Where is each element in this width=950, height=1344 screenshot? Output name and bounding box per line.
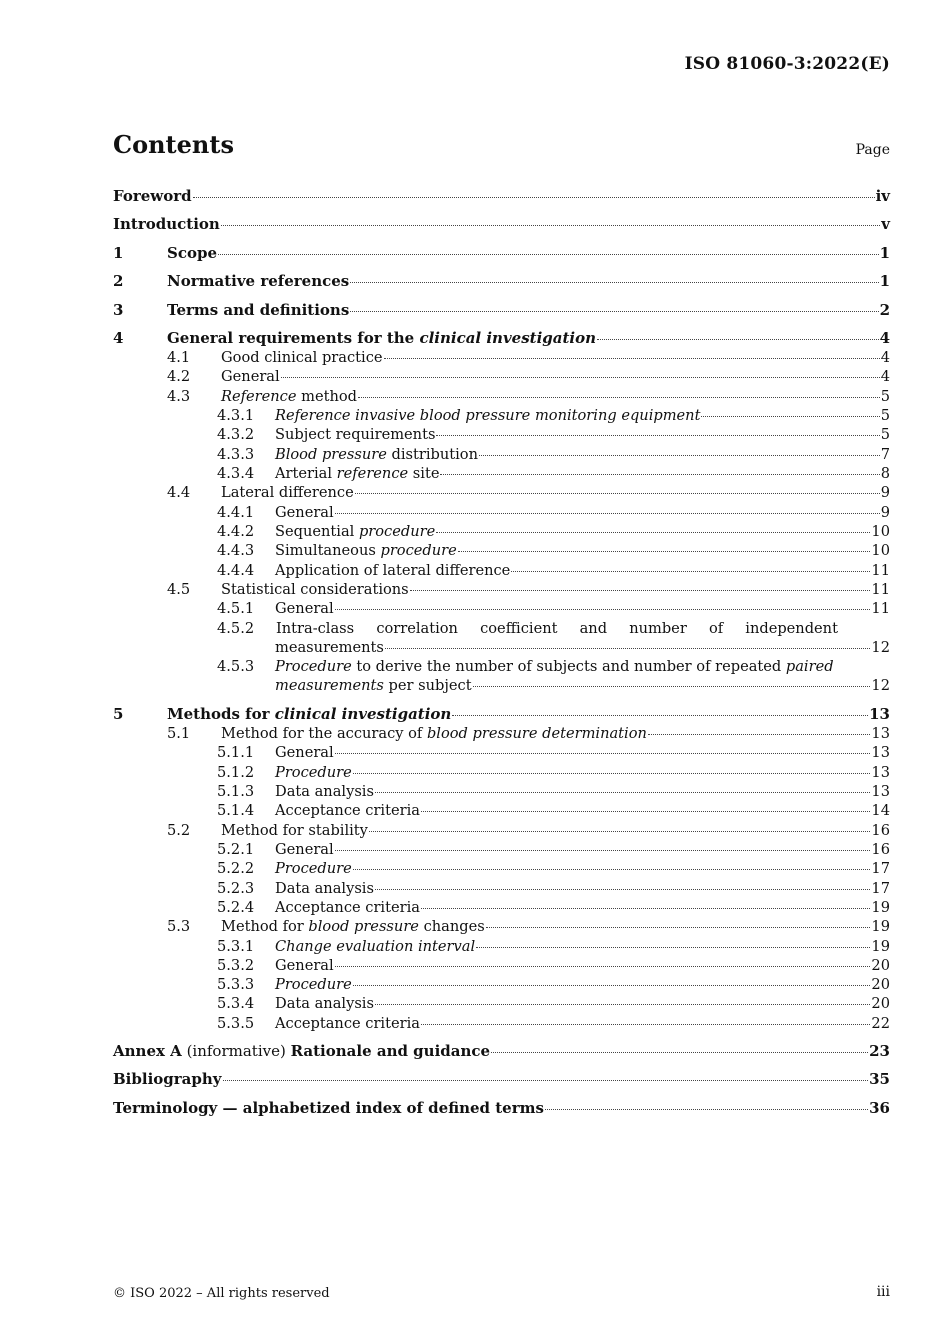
toc-entry-5-3-1[interactable]: 5.3.1 Change evaluation interval 19: [217, 938, 890, 955]
dot-leader: [223, 1080, 869, 1081]
toc-entry-4[interactable]: 4 General requirements for the clinical investigation 4: [113, 329, 890, 347]
toc-entry-5-3-3[interactable]: 5.3.3 Procedure 20: [217, 976, 890, 993]
toc-entry-4-5-3-continued[interactable]: measurements per subject 12: [275, 677, 890, 694]
dot-leader: [353, 985, 871, 986]
toc-entry-5-2-1[interactable]: 5.2.1 General 16: [217, 841, 890, 858]
dot-leader: [281, 377, 880, 378]
toc-entry-4-4-2[interactable]: 4.4.2 Sequential procedure 10: [217, 523, 890, 540]
toc-entry-5-2-4[interactable]: 5.2.4 Acceptance criteria 19: [217, 899, 890, 916]
dot-leader: [353, 773, 871, 774]
toc-entry-4-4[interactable]: 4.4 Lateral difference 9: [167, 484, 890, 501]
toc-entry-4-5[interactable]: 4.5 Statistical considerations 11: [167, 581, 890, 598]
dot-leader: [458, 551, 871, 552]
toc-entry-4-3-1[interactable]: 4.3.1 Reference invasive blood pressure monitoring equipment 5: [217, 407, 890, 424]
toc-entry-4-3-3[interactable]: 4.3.3 Blood pressure distribution 7: [217, 446, 890, 463]
dot-leader: [421, 908, 870, 909]
dot-leader: [375, 792, 870, 793]
toc-entry-4-5-2-continued[interactable]: measurements 12: [275, 639, 890, 656]
toc-entry-4-2[interactable]: 4.2 General 4: [167, 368, 890, 385]
toc-entry-2[interactable]: 2 Normative references 1: [113, 272, 890, 290]
dot-leader: [648, 734, 871, 735]
toc-entry-annex-a[interactable]: Annex A (informative) Rationale and guidance 23: [113, 1042, 890, 1060]
toc-entry-5-3-4[interactable]: 5.3.4 Data analysis 20: [217, 995, 890, 1012]
dot-leader: [452, 715, 868, 716]
dot-leader: [421, 811, 870, 812]
toc-entry-4-5-2[interactable]: 4.5.2: [217, 620, 255, 637]
dot-leader: [479, 455, 880, 456]
page-title: Contents: [113, 130, 234, 159]
dot-leader: [369, 831, 871, 832]
dot-leader: [335, 609, 871, 610]
toc-entry-5-1-1[interactable]: 5.1.1 General 13: [217, 744, 890, 761]
toc-entry-foreword[interactable]: Foreword iv: [113, 187, 890, 205]
toc-entry-bibliography[interactable]: Bibliography 35: [113, 1070, 890, 1088]
dot-leader: [545, 1109, 868, 1110]
dot-leader: [221, 225, 880, 226]
dot-leader: [384, 358, 880, 359]
toc-entry-terminology[interactable]: Terminology — alphabetized index of defined terms 36: [113, 1099, 890, 1117]
dot-leader: [358, 397, 880, 398]
toc-entry-4-1[interactable]: 4.1 Good clinical practice 4: [167, 349, 890, 366]
dot-leader: [335, 513, 880, 514]
dot-leader: [491, 1052, 868, 1053]
toc-entry-4-3-4[interactable]: 4.3.4 Arterial reference site 8: [217, 465, 890, 482]
document-standard-id: ISO 81060-3:2022(E): [684, 54, 890, 74]
toc-entry-4-5-2-title-line: Intra-class correlation coefficient and number of independent: [276, 620, 838, 637]
toc-entry-5-1[interactable]: 5.1 Method for the accuracy of blood pressure determination 13: [167, 725, 890, 742]
page-column-label: Page: [855, 142, 890, 158]
toc-entry-4-5-1[interactable]: 4.5.1 General 11: [217, 600, 890, 617]
dot-leader: [350, 311, 878, 312]
footer-page-number: iii: [876, 1284, 890, 1300]
dot-leader: [355, 493, 880, 494]
dot-leader: [473, 686, 871, 687]
footer-copyright: © ISO 2022 – All rights reserved: [113, 1286, 330, 1301]
dot-leader: [375, 889, 870, 890]
dot-leader: [335, 850, 871, 851]
toc-entry-5-2-2[interactable]: 5.2.2 Procedure 17: [217, 860, 890, 877]
dot-leader: [476, 947, 870, 948]
toc-entry-1[interactable]: 1 Scope 1: [113, 244, 890, 262]
dot-leader: [440, 474, 879, 475]
toc-entry-5-2[interactable]: 5.2 Method for stability 16: [167, 822, 890, 839]
dot-leader: [511, 571, 870, 572]
toc-entry-4-4-3[interactable]: 4.4.3 Simultaneous procedure 10: [217, 542, 890, 559]
dot-leader: [436, 532, 870, 533]
toc-entry-5[interactable]: 5 Methods for clinical investigation 13: [113, 705, 890, 723]
toc-entry-5-3-5[interactable]: 5.3.5 Acceptance criteria 22: [217, 1015, 890, 1032]
toc-entry-5-1-4[interactable]: 5.1.4 Acceptance criteria 14: [217, 802, 890, 819]
dot-leader: [218, 254, 879, 255]
toc-entry-4-3[interactable]: 4.3 Reference method 5: [167, 388, 890, 405]
dot-leader: [486, 927, 871, 928]
dot-leader: [350, 282, 878, 283]
toc-entry-4-3-2[interactable]: 4.3.2 Subject requirements 5: [217, 426, 890, 443]
toc-entry-4-4-4[interactable]: 4.4.4 Application of lateral difference 11: [217, 562, 890, 579]
toc-entry-5-3-2[interactable]: 5.3.2 General 20: [217, 957, 890, 974]
toc-entry-5-3[interactable]: 5.3 Method for blood pressure changes 19: [167, 918, 890, 935]
dot-leader: [353, 869, 871, 870]
toc-entry-4-5-3[interactable]: 4.5.3 Procedure to derive the number of subjects and number of repeated paired: [217, 658, 834, 675]
dot-leader: [335, 966, 871, 967]
toc-entry-introduction[interactable]: Introduction v: [113, 215, 890, 233]
dot-leader: [410, 590, 871, 591]
toc-entry-4-4-1[interactable]: 4.4.1 General 9: [217, 504, 890, 521]
dot-leader: [385, 648, 871, 649]
dot-leader: [436, 435, 879, 436]
dot-leader: [193, 197, 875, 198]
toc-entry-5-2-3[interactable]: 5.2.3 Data analysis 17: [217, 880, 890, 897]
toc-entry-5-1-3[interactable]: 5.1.3 Data analysis 13: [217, 783, 890, 800]
toc-entry-3[interactable]: 3 Terms and definitions 2: [113, 301, 890, 319]
dot-leader: [335, 753, 871, 754]
toc-entry-5-1-2[interactable]: 5.1.2 Procedure 13: [217, 764, 890, 781]
dot-leader: [701, 416, 879, 417]
dot-leader: [597, 339, 879, 340]
dot-leader: [375, 1004, 870, 1005]
dot-leader: [421, 1024, 870, 1025]
